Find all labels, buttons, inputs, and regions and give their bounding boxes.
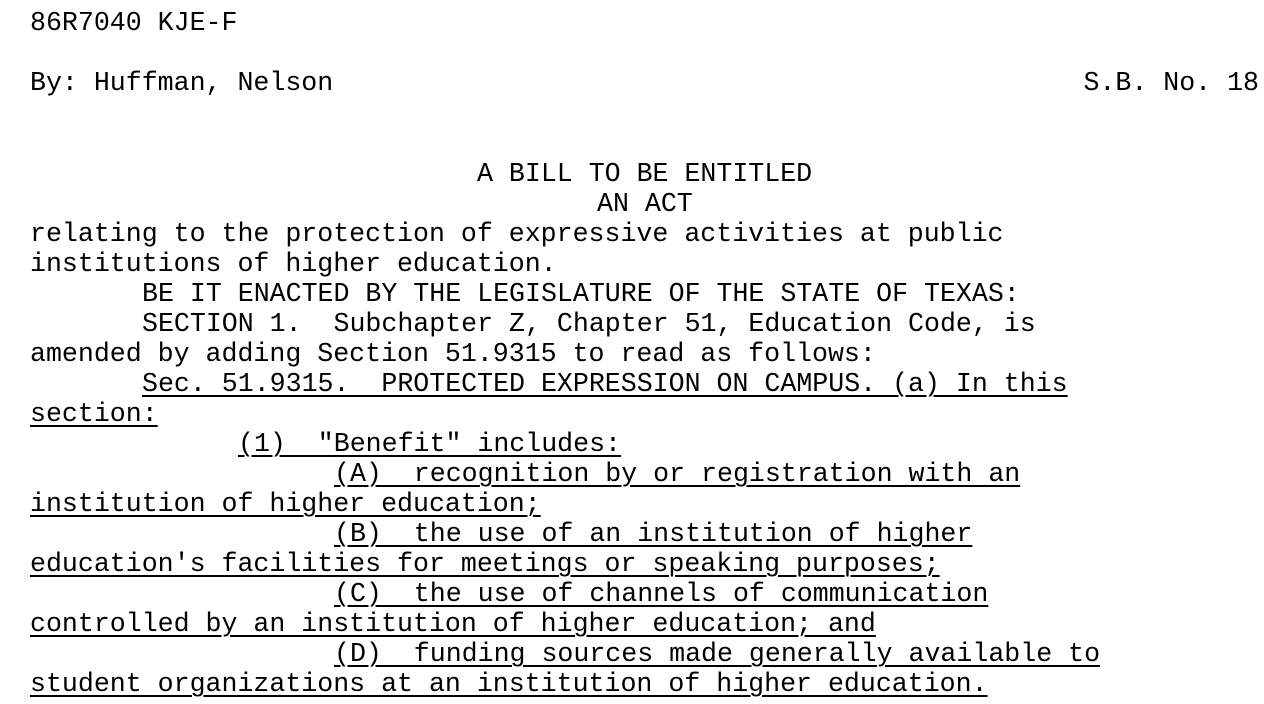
sub-item: (C) the use of channels of communication [334,579,989,609]
bill-title-line1: A BILL TO BE ENTITLED [477,159,813,189]
enacting-clause: BE IT ENACTED BY THE LEGISLATURE OF THE STATE OF TEXAS: [142,279,1020,309]
section-heading: section: [30,399,158,429]
section-1-text: SECTION 1. Subchapter Z, Chapter 51, Education Code, is [142,309,1036,339]
bill-number: S.B. No. 18 [1083,68,1259,98]
section-1-text: amended by adding Section 51.9315 to read as follows: [30,339,876,369]
sub-item: (B) the use of an institution of higher [334,519,973,549]
sub-item: (A) recognition by or registration with an [334,459,1021,489]
bill-title-line2: AN ACT [597,189,693,219]
bill-code: 86R7040 KJE-F [30,8,238,38]
sub-item: student organizations at an institution of higher education. [30,669,988,699]
sub-item: (D) funding sources made generally available to [334,639,1101,669]
sub-item: education's facilities for meetings or speaking purposes; [30,549,940,579]
sub-item: controlled by an institution of higher education; and [30,609,876,639]
definition-item: (1) "Benefit" includes: [238,429,622,459]
section-heading: Sec. 51.9315. PROTECTED EXPRESSION ON CAMPUS. (a) In this [142,369,1068,399]
caption-line: relating to the protection of expressive activities at public [30,219,1004,249]
sub-item: institution of higher education; [30,489,541,519]
caption-line: institutions of higher education. [30,249,557,279]
bill-authors: By: Huffman, Nelson [30,68,334,98]
